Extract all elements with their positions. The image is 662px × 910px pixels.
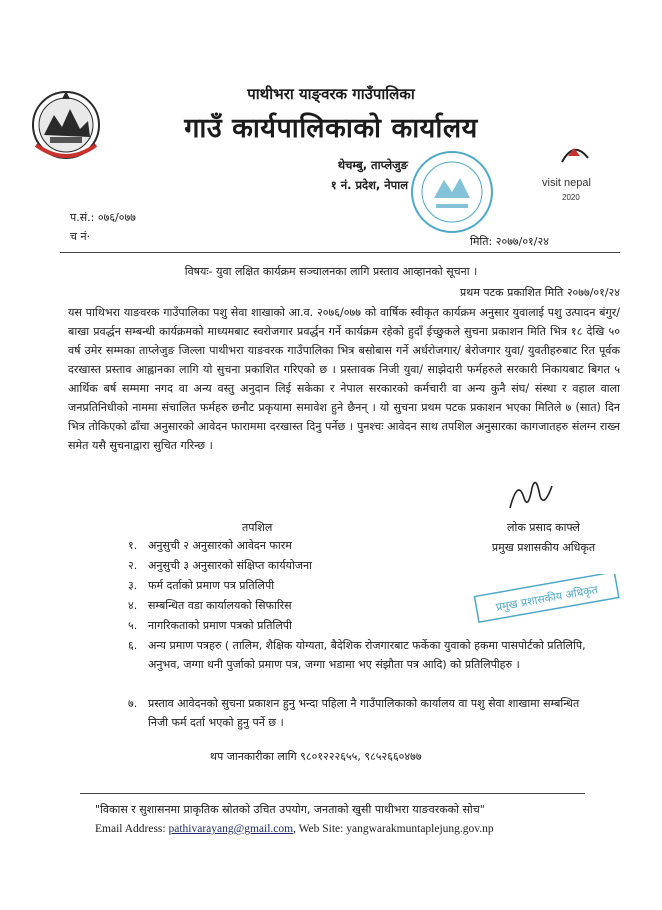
list-item: २. अनुसुची ३ अनुसारको संक्षिप्त कार्ययोजना [128, 559, 312, 572]
attachments-title: तपशिल [242, 521, 273, 534]
logo-year: 2020 [562, 193, 580, 202]
address-line-2: १ नं. प्रदेश, नेपाल [330, 178, 408, 192]
stamp-text: प्रमुख प्रशासकीय अधिकृत [494, 583, 599, 614]
visit-nepal-logo-icon [540, 140, 610, 210]
signatory-title: प्रमुख प्रशासकीय अधिकृत [491, 541, 596, 554]
office-name: पाथीभरा याङ्वरक गाउँपालिका [247, 85, 415, 103]
office-title: गाउँ कार्यपालिकाको कार्यालय [184, 113, 478, 144]
list-item: १. अनुसुची २ अनुसारको आवेदन फारम [128, 539, 292, 552]
email-label: Email Address: [95, 823, 166, 835]
list-item: ४. सम्बन्धित वडा कार्यालयको सिफारिस [128, 599, 292, 612]
list-item: ५. नागरिकताको प्रमाण पत्रको प्रतिलिपी [128, 619, 292, 632]
contact-info: थप जानकारीका लागि ९८०१२२२६५५, ९८५२६६०४७७ [210, 750, 422, 763]
address-line-1: थेचम्बु, ताप्लेजुङ [337, 158, 408, 172]
official-title-stamp [472, 574, 622, 624]
office-stamp-icon [408, 148, 496, 236]
subject-line: विषयः- युवा लक्षित कार्यक्रम सञ्चालनका लागि प्रस्ताव आव्हानको सूचना । [184, 265, 478, 278]
logo-text: visit nepal [542, 177, 591, 189]
footer-divider [80, 793, 585, 794]
footer-contact-line [95, 823, 494, 835]
website-link[interactable]: yangwarakmuntaplejung.gov.np [346, 823, 494, 835]
signatory-name: लोक प्रसाद काफ्ले [507, 521, 580, 534]
letter-date: मिति: २०७७/०१/२४ [470, 235, 549, 248]
list-item: ३. फर्म दर्ताको प्रमाण पत्र प्रतिलिपी [128, 579, 275, 592]
first-published-date: प्रथम पटक प्रकाशित मिति २०७७/०१/२४ [460, 286, 620, 299]
email-link[interactable]: pathivarayang@gmail.com [168, 823, 294, 835]
header-divider [60, 252, 620, 253]
dispatch-number: च नं· [70, 230, 91, 243]
footer-motto: "विकास र सुशासनमा प्राकृतिक स्रोतको उचित उपयोग, जनताको खुसी पाथीभरा याङवरकको सोच" [95, 803, 485, 816]
reference-number: प.सं.: ०७६/०७७ [70, 211, 136, 224]
list-item: ७. प्रस्ताव आवेदनको सुचना प्रकाशन हुनु भन्दा पहिला नै गाउँपालिकाको कार्यालय वा पशु सेवा शाखामा सम्बन्धित निजी फर्म दर्ता भएको हुनु पर्ने छ । [128, 697, 580, 729]
website-label: , Web Site: [293, 823, 344, 835]
signature-icon [500, 468, 560, 518]
list-item: ६. अन्य प्रमाण पत्रहरु ( तालिम, शैक्षिक योग्यता, बैदेशिक रोजगारबाट फर्केका युवाको हकमा पासपोर्टको प्रतिलिपि, अनुभव, जग्गा धनी पुर्जाको प्रमाण पत्र, जग्गा भडामा भए संझौता पत्र आदि) को प्रतिलिपीहरु । [128, 639, 586, 671]
notice-body: यस पाथिभरा याङवरक गाउँपालिका पशु सेवा शाखाको आ.व. २०७६/०७७ को वार्षिक स्वीकृत कार्यक्रम अनुसार युवालाई पशु उत्पादन बंगुर/बाखा प्रवर्द्धन सम्बन्धी कार्यक्रमको माध्यमबाट स्वरोजगार प्रवर्द्धन गर्ने कार्यक्रम रहेको हुदाँ ईच्छुकले सुचना प्रकाशन मिति भित्र १८ देखि ५० वर्ष उमेर सम्मका ताप्लेजुङ जिल्ला पाथीभरा याङवरक गाउँपालिका भित्र बसोबास गर्ने अर्धरोजगार/ बेरोजगार युवा/ युवतीहरुबाट रित पूर्वक दरखास्त प्रस्ताव आह्वानका लागि यो सुचना प्रकाशित गरिएको छ । प्रस्तावक निजी युवा/ साझेदारी फर्महरुले सरकारी निकायबाट बिगत ५ आर्थिक बर्ष सम्ममा नगद वा अन्य वस्तु अनुदान लिई सकेका र नेपाल सरकारको कर्मचारी वा अन्य कुनै संघ/ संस्था र वहाल वाला जनप्रतिनिधीको नाममा संचालित फर्महरु छनौट प्रकृयामा समावेश हुने छैनन् । यो सुचना प्रथम पटक प्रकाशन भएका मितिले ७ (सात) दिन भित्र तोकिएको ढाँचा अनुसारको आवेदन फाराममा दरखास्त दिनु पर्नेछ । पुनश्चः आवेदन साथ तपशिल अनुसारका कागजातहरु संलग्न राख्न समेत यसै सुचनाद्वारा सुचित गरिन्छ । [68, 306, 620, 452]
